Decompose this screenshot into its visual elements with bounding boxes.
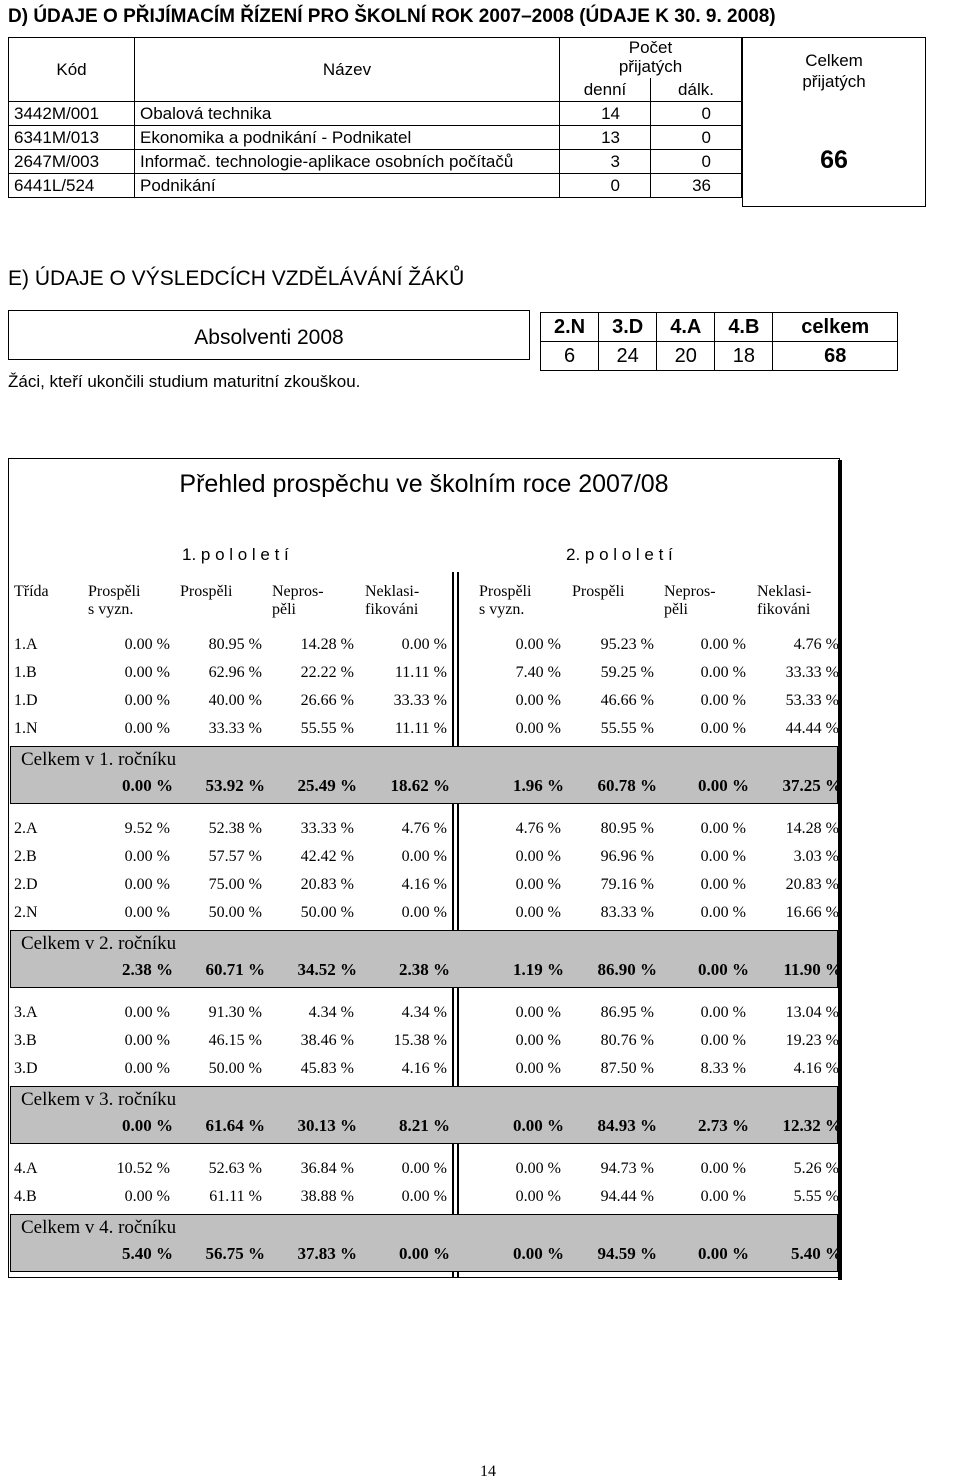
percent-value: 4.76 % <box>515 820 561 837</box>
percent-value: 0.00 % <box>700 1188 746 1205</box>
col-header-nazev: Název <box>135 38 560 102</box>
page-number: 14 <box>480 1463 496 1480</box>
results-row <box>8 686 840 714</box>
admissions-row <box>9 126 742 150</box>
percent-value: 8.33 % <box>700 1060 746 1077</box>
percent-value: 16.66 % <box>785 904 839 921</box>
percent-value: 0.00 % <box>700 1032 746 1049</box>
percent-value: 50.00 % <box>208 904 262 921</box>
header-prospeli-vyzn <box>479 583 531 619</box>
col-header-dalk: dálk. <box>651 78 742 102</box>
percent-value: 96.96 % <box>600 848 654 865</box>
year-summary-label: Celkem v 4. ročníku <box>21 1217 177 1238</box>
header-prospeli: Prospěli <box>572 583 625 600</box>
col-header-pocet-label: Počet přijatých <box>618 38 683 76</box>
header-line: Prospěli <box>88 583 141 600</box>
percent-value: 36.84 % <box>300 1160 354 1177</box>
summary-value: 2.38 % <box>399 960 450 979</box>
percent-value: 15.38 % <box>393 1032 447 1049</box>
percent-value: 45.83 % <box>300 1060 354 1077</box>
nazev-cell: Ekonomika a podnikání - Podnikatel <box>135 126 560 150</box>
percent-value: 0.00 % <box>124 636 170 653</box>
percent-value: 75.00 % <box>208 876 262 893</box>
percent-value: 50.00 % <box>300 904 354 921</box>
percent-value: 4.16 % <box>401 876 447 893</box>
percent-value: 94.73 % <box>600 1160 654 1177</box>
header-line: fikováni <box>757 601 811 618</box>
results-row <box>8 998 840 1026</box>
percent-value: 0.00 % <box>700 664 746 681</box>
summary-value: 0.00 % <box>399 1244 450 1263</box>
summary-value: 0.00 % <box>698 960 749 979</box>
percent-value: 4.76 % <box>401 820 447 837</box>
year-summary <box>10 1214 842 1272</box>
absolventi-title: Absolventi 2008 <box>194 326 344 349</box>
results-row <box>8 870 840 898</box>
summary-value: 60.78 % <box>597 776 657 795</box>
header-line: Neklasi- <box>757 583 812 600</box>
percent-value: 91.30 % <box>208 1004 262 1021</box>
percent-value: 55.55 % <box>300 720 354 737</box>
percent-value: 0.00 % <box>124 876 170 893</box>
results-title: Přehled prospěchu ve školním roce 2007/08 <box>179 470 669 498</box>
summary-value: 11.90 % <box>783 960 842 979</box>
denni-cell: 14 <box>560 102 651 126</box>
summary-value: 94.59 % <box>597 1244 657 1263</box>
class-label: 2.N <box>14 904 38 921</box>
header-prospeli-vyzn <box>88 583 140 619</box>
col-header-kod: Kód <box>9 38 135 102</box>
dalk-cell: 0 <box>651 126 742 150</box>
percent-value: 0.00 % <box>700 692 746 709</box>
dalk-cell: 0 <box>651 150 742 174</box>
percent-value: 0.00 % <box>401 904 447 921</box>
header-trida: Třída <box>14 583 49 600</box>
percent-value: 14.28 % <box>785 820 839 837</box>
percent-value: 0.00 % <box>515 636 561 653</box>
kod-cell: 6441L/524 <box>9 174 135 198</box>
percent-value: 9.52 % <box>124 820 170 837</box>
class-label: 1.A <box>14 636 38 653</box>
percent-value: 11.11 % <box>394 664 447 681</box>
percent-value: 10.52 % <box>116 1160 170 1177</box>
results-row <box>8 630 840 658</box>
summary-value: 18.62 % <box>390 776 450 795</box>
percent-value: 0.00 % <box>515 904 561 921</box>
header-line: Nepros- <box>272 583 324 600</box>
class-header: 3.D <box>599 313 657 342</box>
class-label: 3.A <box>14 1004 38 1021</box>
summary-value: 25.49 % <box>297 776 357 795</box>
class-header: 4.B <box>715 313 773 342</box>
percent-value: 33.33 % <box>785 664 839 681</box>
header-neprospeli <box>664 583 716 619</box>
col-header-pocet <box>560 38 742 77</box>
class-label: 2.A <box>14 820 38 837</box>
percent-value: 0.00 % <box>401 636 447 653</box>
dalk-cell: 36 <box>651 174 742 198</box>
percent-value: 0.00 % <box>515 692 561 709</box>
class-header: 4.A <box>657 313 715 342</box>
header-line: s vyzn. <box>479 601 525 618</box>
summary-value: 34.52 % <box>297 960 357 979</box>
percent-value: 38.88 % <box>300 1188 354 1205</box>
admissions-row <box>9 102 742 126</box>
semester-2-heading: 2. p o l o l e t í <box>566 545 673 564</box>
year-summary <box>10 746 842 804</box>
percent-value: 0.00 % <box>700 904 746 921</box>
percent-value: 38.46 % <box>300 1032 354 1049</box>
summary-value: 0.00 % <box>122 1116 173 1135</box>
percent-value: 61.11 % <box>209 1188 262 1205</box>
summary-value: 2.38 % <box>122 960 173 979</box>
percent-value: 80.76 % <box>600 1032 654 1049</box>
summary-value: 0.00 % <box>513 1116 564 1135</box>
class-label: 3.D <box>14 1060 38 1077</box>
summary-value: 12.32 % <box>782 1116 842 1135</box>
celkem-value: 66 <box>820 146 848 174</box>
percent-value: 0.00 % <box>401 848 447 865</box>
section-d-title: D) ÚDAJE O PŘIJÍMACÍM ŘÍZENÍ PRO ŠKOLNÍ ROK 2007–2008 (ÚDAJE K 30. 9. 2008) <box>8 6 776 27</box>
summary-value: 56.75 % <box>205 1244 265 1263</box>
percent-value: 0.00 % <box>515 876 561 893</box>
summary-value: 1.19 % <box>513 960 564 979</box>
header-prospeli: Prospěli <box>180 583 233 600</box>
nazev-cell: Obalová technika <box>135 102 560 126</box>
results-row <box>8 898 840 926</box>
kod-cell: 2647M/003 <box>9 150 135 174</box>
results-row <box>8 1026 840 1054</box>
percent-value: 95.23 % <box>600 636 654 653</box>
percent-value: 0.00 % <box>700 1160 746 1177</box>
percent-value: 62.96 % <box>208 664 262 681</box>
percent-value: 46.15 % <box>208 1032 262 1049</box>
percent-value: 0.00 % <box>124 692 170 709</box>
percent-value: 11.11 % <box>394 720 447 737</box>
percent-value: 0.00 % <box>700 820 746 837</box>
summary-value: 5.40 % <box>791 1244 842 1263</box>
percent-value: 0.00 % <box>124 904 170 921</box>
header-line: pěli <box>272 601 296 618</box>
summary-value: 5.40 % <box>122 1244 173 1263</box>
percent-value: 0.00 % <box>124 664 170 681</box>
percent-value: 0.00 % <box>515 720 561 737</box>
summary-value: 8.21 % <box>399 1116 450 1135</box>
percent-value: 0.00 % <box>515 1032 561 1049</box>
percent-value: 7.40 % <box>515 664 561 681</box>
results-row <box>8 1054 840 1082</box>
celkem-box <box>742 37 926 207</box>
percent-value: 80.95 % <box>600 820 654 837</box>
percent-value: 0.00 % <box>124 1032 170 1049</box>
percent-value: 14.28 % <box>300 636 354 653</box>
admissions-table <box>8 37 742 198</box>
percent-value: 33.33 % <box>393 692 447 709</box>
summary-value: 84.93 % <box>597 1116 657 1135</box>
admissions-row <box>9 174 742 198</box>
percent-value: 86.95 % <box>600 1004 654 1021</box>
denni-cell: 3 <box>560 150 651 174</box>
class-label: 2.D <box>14 876 38 893</box>
year-summary-label: Celkem v 1. ročníku <box>21 749 177 770</box>
percent-value: 52.63 % <box>208 1160 262 1177</box>
percent-value: 0.00 % <box>515 848 561 865</box>
percent-value: 0.00 % <box>124 1004 170 1021</box>
celkem-label <box>743 50 925 92</box>
percent-value: 4.16 % <box>401 1060 447 1077</box>
percent-value: 4.76 % <box>793 636 839 653</box>
class-label: 1.D <box>14 692 38 709</box>
percent-value: 0.00 % <box>124 848 170 865</box>
percent-value: 33.33 % <box>208 720 262 737</box>
year-summary <box>10 1086 842 1144</box>
percent-value: 19.23 % <box>785 1032 839 1049</box>
percent-value: 0.00 % <box>700 848 746 865</box>
percent-value: 20.83 % <box>300 876 354 893</box>
kod-cell: 3442M/001 <box>9 102 135 126</box>
percent-value: 22.22 % <box>300 664 354 681</box>
results-row <box>8 658 840 686</box>
class-header: celkem <box>773 313 898 342</box>
results-row <box>8 1154 840 1182</box>
percent-value: 4.16 % <box>793 1060 839 1077</box>
percent-value: 44.44 % <box>785 720 839 737</box>
summary-value: 86.90 % <box>597 960 657 979</box>
class-label: 4.B <box>14 1188 37 1205</box>
header-line: Neklasi- <box>365 583 420 600</box>
percent-value: 5.26 % <box>793 1160 839 1177</box>
class-label: 1.B <box>14 664 37 681</box>
summary-value: 0.00 % <box>513 1244 564 1263</box>
percent-value: 0.00 % <box>401 1188 447 1205</box>
percent-value: 0.00 % <box>124 720 170 737</box>
year-summary <box>10 930 842 988</box>
percent-value: 0.00 % <box>124 1188 170 1205</box>
celkem-label-text: Celkem přijatých <box>802 51 866 91</box>
percent-value: 79.16 % <box>600 876 654 893</box>
summary-value: 2.73 % <box>698 1116 749 1135</box>
results-row <box>8 814 840 842</box>
percent-value: 13.04 % <box>785 1004 839 1021</box>
header-line: pěli <box>664 601 688 618</box>
class-count: 24 <box>599 342 657 371</box>
results-row <box>8 1182 840 1210</box>
summary-value: 30.13 % <box>297 1116 357 1135</box>
header-neklasifikovani <box>365 583 419 619</box>
summary-value: 53.92 % <box>205 776 265 795</box>
class-count: 20 <box>657 342 715 371</box>
summary-value: 0.00 % <box>122 776 173 795</box>
percent-value: 0.00 % <box>700 636 746 653</box>
class-count: 6 <box>541 342 599 371</box>
percent-value: 94.44 % <box>600 1188 654 1205</box>
class-count: 18 <box>715 342 773 371</box>
percent-value: 53.33 % <box>785 692 839 709</box>
col-header-denni: denní <box>560 78 651 102</box>
class-label: 1.N <box>14 720 38 737</box>
header-neklasifikovani <box>757 583 811 619</box>
summary-value: 0.00 % <box>698 1244 749 1263</box>
semester-1-heading: 1. p o l o l e t í <box>182 545 289 564</box>
class-label: 3.B <box>14 1032 37 1049</box>
percent-value: 40.00 % <box>208 692 262 709</box>
percent-value: 20.83 % <box>785 876 839 893</box>
percent-value: 33.33 % <box>300 820 354 837</box>
results-row <box>8 842 840 870</box>
class-label: 2.B <box>14 848 37 865</box>
percent-value: 0.00 % <box>515 1160 561 1177</box>
header-line: s vyzn. <box>88 601 134 618</box>
year-summary-label: Celkem v 3. ročníku <box>21 1089 177 1110</box>
percent-value: 0.00 % <box>700 1004 746 1021</box>
section-e-title: E) ÚDAJE O VÝSLEDCÍCH VZDĚLÁVÁNÍ ŽÁKŮ <box>8 267 465 290</box>
class-header: 2.N <box>541 313 599 342</box>
year-summary-label: Celkem v 2. ročníku <box>21 933 177 954</box>
header-line: Prospěli <box>479 583 532 600</box>
results-row <box>8 714 840 742</box>
percent-value: 46.66 % <box>600 692 654 709</box>
summary-value: 61.64 % <box>205 1116 265 1135</box>
percent-value: 57.57 % <box>208 848 262 865</box>
summary-value: 37.83 % <box>297 1244 357 1263</box>
percent-value: 80.95 % <box>208 636 262 653</box>
percent-value: 0.00 % <box>515 1060 561 1077</box>
denni-cell: 13 <box>560 126 651 150</box>
percent-value: 83.33 % <box>600 904 654 921</box>
graduates-table <box>540 312 898 371</box>
percent-value: 3.03 % <box>793 848 839 865</box>
denni-cell: 0 <box>560 174 651 198</box>
percent-value: 42.42 % <box>300 848 354 865</box>
summary-value: 37.25 % <box>782 776 842 795</box>
class-count: 68 <box>773 342 898 371</box>
percent-value: 0.00 % <box>515 1188 561 1205</box>
percent-value: 4.34 % <box>401 1004 447 1021</box>
absolventi-note: Žáci, kteří ukončili studium maturitní zkouškou. <box>8 372 361 391</box>
admissions-rows <box>9 102 742 198</box>
summary-value: 60.71 % <box>205 960 265 979</box>
percent-value: 0.00 % <box>124 1060 170 1077</box>
percent-value: 52.38 % <box>208 820 262 837</box>
header-line: Nepros- <box>664 583 716 600</box>
percent-value: 55.55 % <box>600 720 654 737</box>
kod-cell: 6341M/013 <box>9 126 135 150</box>
nazev-cell: Informač. technologie-aplikace osobních počítačů <box>135 150 560 174</box>
class-label: 4.A <box>14 1160 38 1177</box>
summary-value: 1.96 % <box>513 776 564 795</box>
percent-value: 87.50 % <box>600 1060 654 1077</box>
nazev-cell: Podnikání <box>135 174 560 198</box>
percent-value: 0.00 % <box>401 1160 447 1177</box>
percent-value: 26.66 % <box>300 692 354 709</box>
header-line: fikováni <box>365 601 419 618</box>
admissions-row <box>9 150 742 174</box>
percent-value: 0.00 % <box>700 720 746 737</box>
header-neprospeli <box>272 583 324 619</box>
percent-value: 0.00 % <box>515 1004 561 1021</box>
dalk-cell: 0 <box>651 102 742 126</box>
percent-value: 5.55 % <box>793 1188 839 1205</box>
percent-value: 50.00 % <box>208 1060 262 1077</box>
percent-value: 59.25 % <box>600 664 654 681</box>
percent-value: 4.34 % <box>308 1004 354 1021</box>
summary-value: 0.00 % <box>698 776 749 795</box>
percent-value: 0.00 % <box>700 876 746 893</box>
